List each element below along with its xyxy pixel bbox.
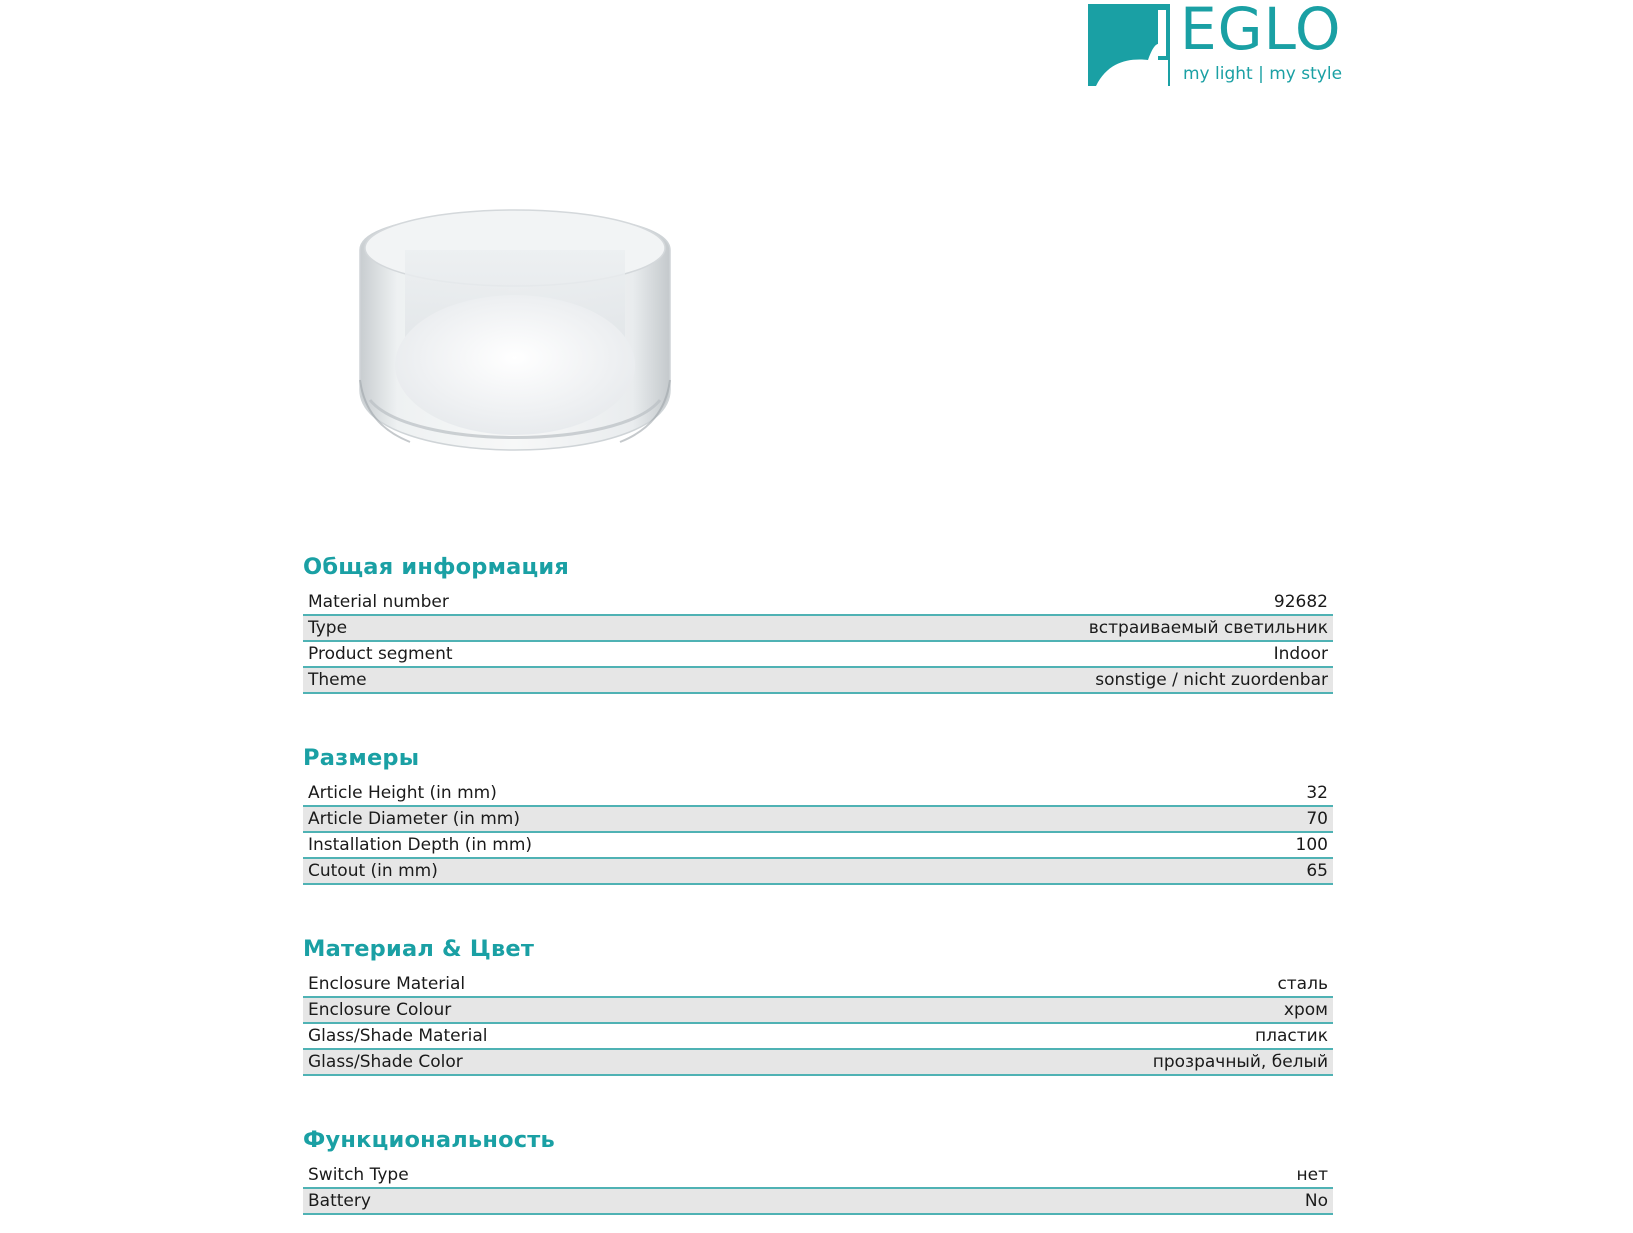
product-image	[350, 180, 690, 480]
row-value: сталь	[1277, 974, 1328, 994]
table-row	[303, 807, 1333, 833]
table-row	[303, 998, 1333, 1024]
row-value: прозрачный, белый	[1152, 1052, 1328, 1072]
row-label: Switch Type	[308, 1165, 409, 1185]
row-value: No	[1304, 1191, 1328, 1211]
table-row	[303, 781, 1333, 807]
row-label: Cutout (in mm)	[308, 861, 438, 881]
row-value: 92682	[1273, 592, 1328, 612]
row-value: 70	[1306, 809, 1328, 829]
row-value: 100	[1295, 835, 1328, 855]
section-title: Общая информация	[303, 554, 570, 580]
eglo-logo	[1088, 0, 1343, 88]
table-row	[303, 1024, 1333, 1050]
brand-tagline: my light | my style	[1183, 64, 1343, 84]
eglo-logo-icon	[1088, 4, 1170, 86]
section-functionality	[303, 1125, 1333, 1215]
row-label: Enclosure Colour	[308, 1000, 452, 1020]
section-title: Материал & Цвет	[303, 936, 535, 962]
table-row	[303, 972, 1333, 998]
row-label: Glass/Shade Color	[308, 1052, 463, 1072]
section-material-color	[303, 934, 1333, 1076]
row-label: Article Diameter (in mm)	[308, 809, 520, 829]
brand-name: EGLO	[1180, 0, 1342, 63]
table-row	[303, 642, 1333, 668]
table-row	[303, 616, 1333, 642]
row-label: Glass/Shade Material	[308, 1026, 488, 1046]
table-row	[303, 1189, 1333, 1215]
table-row	[303, 859, 1333, 885]
spec-table	[303, 972, 1333, 1076]
section-dimensions	[303, 743, 1333, 885]
row-value: хром	[1283, 1000, 1328, 1020]
section-general-info	[303, 552, 1333, 694]
row-label: Installation Depth (in mm)	[308, 835, 533, 855]
row-label: Article Height (in mm)	[308, 783, 497, 803]
row-value: встраиваемый светильник	[1088, 618, 1328, 638]
row-label: Enclosure Material	[308, 974, 466, 994]
spec-table	[303, 781, 1333, 885]
spec-table	[303, 1163, 1333, 1215]
row-value: sonstige / nicht zuordenbar	[1095, 670, 1328, 690]
row-value: пластик	[1255, 1026, 1328, 1046]
table-row	[303, 833, 1333, 859]
section-title: Функциональность	[303, 1127, 555, 1153]
row-label: Material number	[308, 592, 449, 612]
row-value: Indoor	[1273, 644, 1328, 664]
row-value: нет	[1296, 1165, 1328, 1185]
table-row	[303, 1050, 1333, 1076]
row-label: Type	[308, 618, 348, 638]
row-value: 65	[1306, 861, 1328, 881]
section-title: Размеры	[303, 745, 420, 771]
row-value: 32	[1306, 783, 1328, 803]
table-row	[303, 590, 1333, 616]
row-label: Battery	[308, 1191, 371, 1211]
spec-table	[303, 590, 1333, 694]
row-label: Theme	[308, 670, 367, 690]
row-label: Product segment	[308, 644, 453, 664]
table-row	[303, 668, 1333, 694]
table-row	[303, 1163, 1333, 1189]
